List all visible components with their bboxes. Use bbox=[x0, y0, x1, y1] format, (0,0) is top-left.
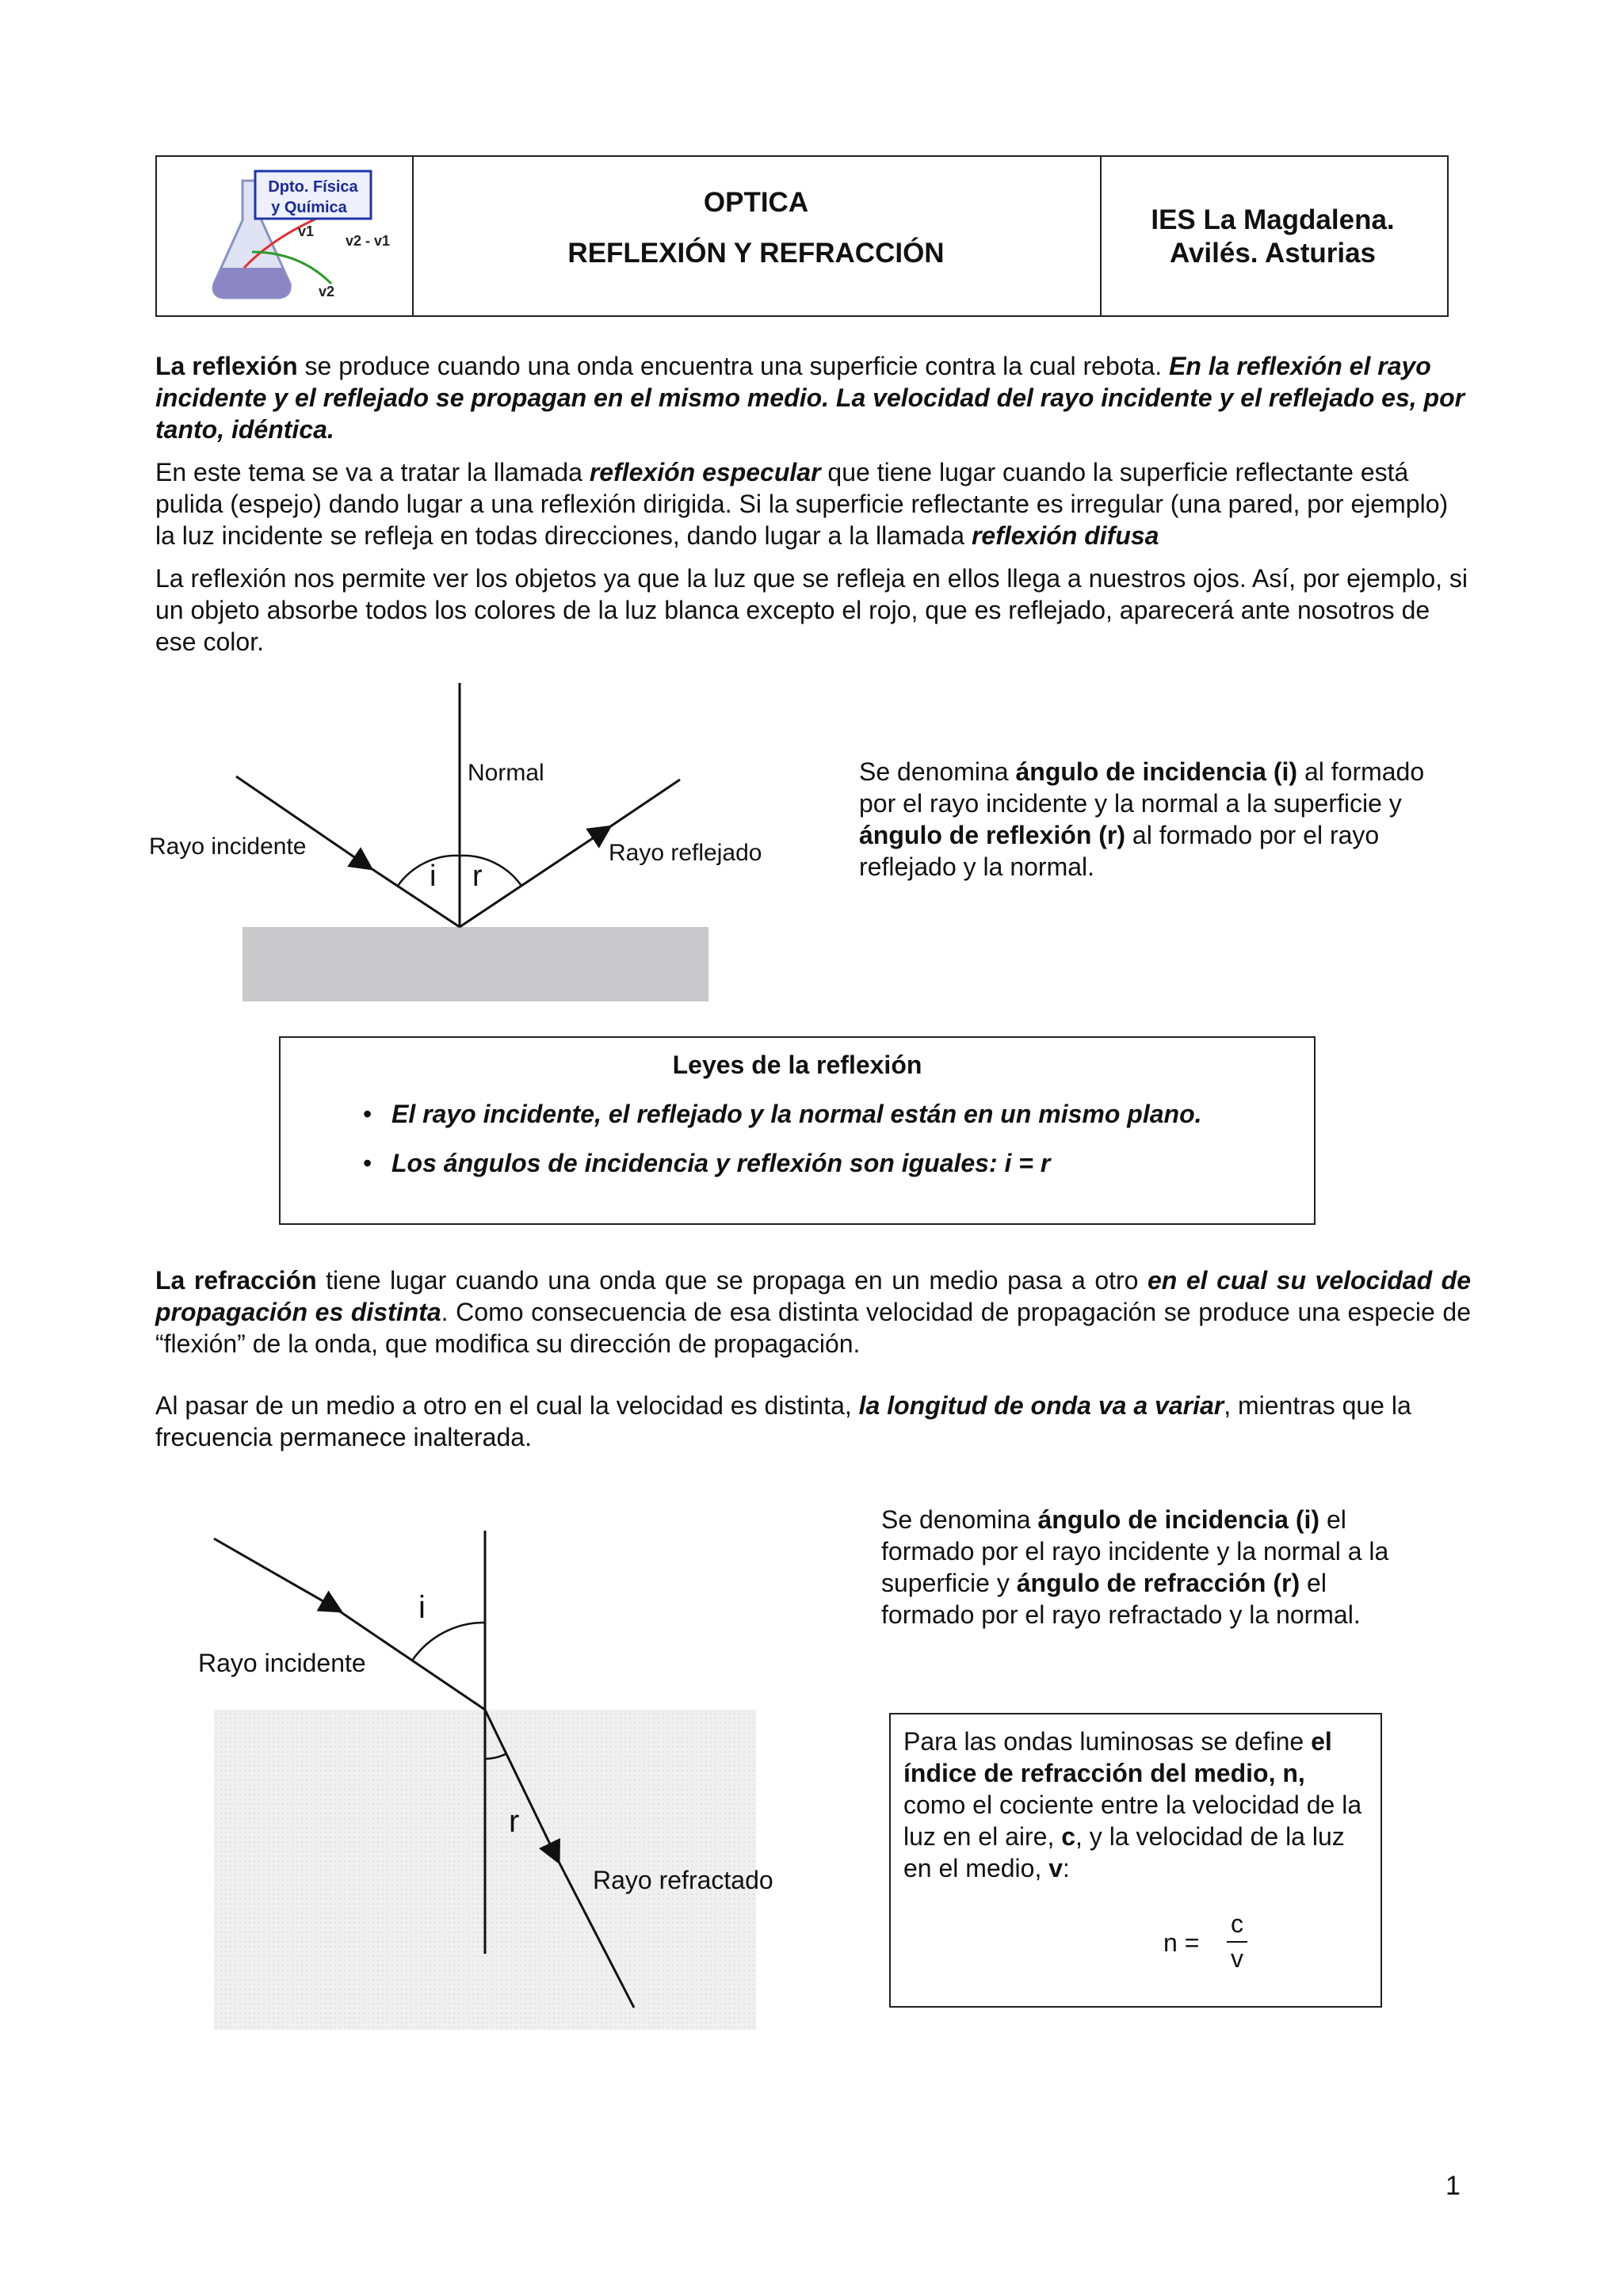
incident-label: Rayo incidente bbox=[149, 833, 307, 860]
refraction-index-text bbox=[903, 1726, 1371, 1884]
angle-i-label: i bbox=[418, 1590, 426, 1625]
reflection-paragraph-3: La reflexión nos permite ver los objetos ya que la luz que se refleja en ellos llega a nuestros ojos. Así, por ejemplo, si un objeto absorbe todos los colores de la luz blanca excepto el rojo, que es reflejado, aparecerá ante nosotros de ese color. bbox=[155, 564, 1468, 656]
flask-vector-icon bbox=[157, 157, 411, 315]
reflection-intro bbox=[155, 350, 1471, 658]
angle-r-label: r bbox=[509, 1804, 520, 1839]
law-bullet: • bbox=[363, 1100, 372, 1128]
refraction-angle-term: ángulo de refracción (r) bbox=[1016, 1569, 1300, 1597]
formula-lhs: n = bbox=[1163, 1928, 1200, 1957]
refraction-paragraph-1 bbox=[155, 1264, 1471, 1360]
page-title: OPTICA bbox=[703, 187, 809, 218]
text: tiene lugar cuando una onda que se propaga en un medio pasa a otro bbox=[316, 1266, 1148, 1295]
reflection-angle-term: ángulo de reflexión (r) bbox=[859, 821, 1126, 849]
refraction-index-box bbox=[889, 1713, 1382, 2008]
text: , y la velocidad de la luz en el medio, bbox=[903, 1822, 1345, 1882]
logo-line1: Dpto. Física bbox=[268, 178, 358, 196]
incidence-angle-term: ángulo de incidencia (i) bbox=[1015, 757, 1298, 786]
logo-diff: v2 - v1 bbox=[346, 233, 391, 249]
logo-v1: v1 bbox=[298, 223, 315, 239]
v-symbol: v bbox=[1048, 1854, 1064, 1882]
logo-line2: y Química bbox=[271, 199, 347, 216]
text: . Como consecuencia de esa distinta velocidad de propagación se produce una especie de “flexión” de la onda, que modifica su dirección de propagación. bbox=[155, 1298, 1472, 1358]
specular-term: reflexión especular bbox=[589, 458, 821, 486]
reflected-label: Rayo reflejado bbox=[609, 840, 762, 866]
text: al formado por el rayo incidente y la normal a la superficie y bbox=[859, 757, 1425, 818]
reflection-paragraph-2 bbox=[155, 456, 1471, 551]
refraction-emphasis: en el cual su velocidad de propagación es distinta bbox=[155, 1266, 1471, 1326]
title-cell bbox=[414, 157, 1102, 315]
law-1-text: El rayo incidente, el reflejado y la normal están en un mismo plano. bbox=[391, 1100, 1202, 1128]
refracted-label: Rayo refractado bbox=[593, 1866, 773, 1894]
text: Se denomina bbox=[859, 757, 1016, 786]
wavelength-emphasis: la longitud de onda va a variar bbox=[858, 1391, 1224, 1420]
reflection-text: se produce cuando una onda encuentra una superficie contra la cual rebota. bbox=[297, 352, 1170, 380]
reflection-paragraph-1 bbox=[155, 350, 1471, 445]
incident-label: Rayo incidente bbox=[198, 1649, 366, 1677]
text: , mientras que la frecuencia permanece inalterada. bbox=[155, 1391, 1411, 1451]
refraction-formula bbox=[1163, 1909, 1290, 1989]
reflection-definition bbox=[859, 756, 1430, 883]
text: como el cociente entre la velocidad de la luz en el aire, bbox=[903, 1791, 1362, 1851]
fraction-bar bbox=[1227, 1941, 1247, 1943]
c-symbol: c bbox=[1061, 1822, 1076, 1851]
text: : bbox=[1063, 1854, 1070, 1882]
law-item-2 bbox=[391, 1149, 1050, 1178]
mirror-surface bbox=[242, 927, 708, 1001]
formula-numerator: c bbox=[1231, 1909, 1243, 1938]
reflection-diagram bbox=[127, 673, 792, 1006]
refraction-term: La refracción bbox=[155, 1266, 317, 1295]
index-term: el índice de refracción del medio, n, bbox=[903, 1727, 1332, 1787]
page-subtitle: REFLEXIÓN Y REFRACCIÓN bbox=[567, 238, 945, 269]
header-table bbox=[155, 155, 1449, 317]
reflection-emphasis: En la reflexión el rayo incidente y el reflejado se propagan en el mismo medio. La velocidad del rayo incidente y el reflejado es, por tanto, idéntica. bbox=[155, 352, 1465, 444]
angle-i-arc bbox=[398, 856, 460, 886]
law-2-text: Los ángulos de incidencia y reflexión son iguales: i = r bbox=[391, 1149, 1051, 1177]
refraction-paragraph-2 bbox=[155, 1390, 1471, 1453]
formula-denominator: v bbox=[1231, 1944, 1243, 1973]
text: el formado por el rayo refractado y la normal. bbox=[881, 1569, 1361, 1629]
logo-v2: v2 bbox=[319, 284, 335, 299]
refraction-diagram bbox=[190, 1521, 824, 2044]
text: que tiene lugar cuando la superficie reflectante está pulida (espejo) dando lugar a una reflexión dirigida. Si la superficie reflectante es irregular (una pared, por ejemplo) la luz incidente se refleja en todas direcciones, dando lugar a la llamada bbox=[155, 458, 1449, 550]
page-number: 1 bbox=[1445, 2171, 1461, 2201]
refraction-definition bbox=[881, 1504, 1420, 1630]
angle-i-label: i bbox=[430, 860, 437, 893]
incidence-angle-term: ángulo de incidencia (i) bbox=[1037, 1505, 1320, 1534]
school-cell bbox=[1102, 157, 1447, 315]
law-item-1 bbox=[391, 1100, 1202, 1129]
angle-r-label: r bbox=[472, 860, 483, 893]
text: Se denomina bbox=[881, 1505, 1038, 1534]
normal-label: Normal bbox=[468, 760, 544, 786]
refraction-intro bbox=[155, 1264, 1471, 1360]
text: al formado por el rayo reflejado y la normal. bbox=[859, 821, 1380, 881]
laws-title: Leyes de la reflexión bbox=[672, 1051, 922, 1079]
laws-box bbox=[279, 1036, 1316, 1225]
incident-ray bbox=[214, 1539, 333, 1607]
logo-cell bbox=[157, 157, 414, 315]
text: En este tema se va a tratar la llamada bbox=[155, 458, 590, 486]
text: Al pasar de un medio a otro en el cual la velocidad es distinta, bbox=[155, 1391, 859, 1420]
reflection-term: La reflexión bbox=[155, 352, 298, 380]
law-bullet: • bbox=[363, 1149, 372, 1177]
angle-i-arc bbox=[412, 1623, 485, 1661]
text: Para las ondas luminosas se define bbox=[903, 1727, 1312, 1756]
diffuse-term: reflexión difusa bbox=[971, 521, 1159, 550]
school-name: IES La Magdalena. bbox=[1151, 204, 1395, 235]
angle-r-arc bbox=[460, 856, 521, 886]
school-location: Avilés. Asturias bbox=[1169, 238, 1377, 269]
text: el formado por el rayo incidente y la normal a la superficie y bbox=[881, 1505, 1389, 1597]
